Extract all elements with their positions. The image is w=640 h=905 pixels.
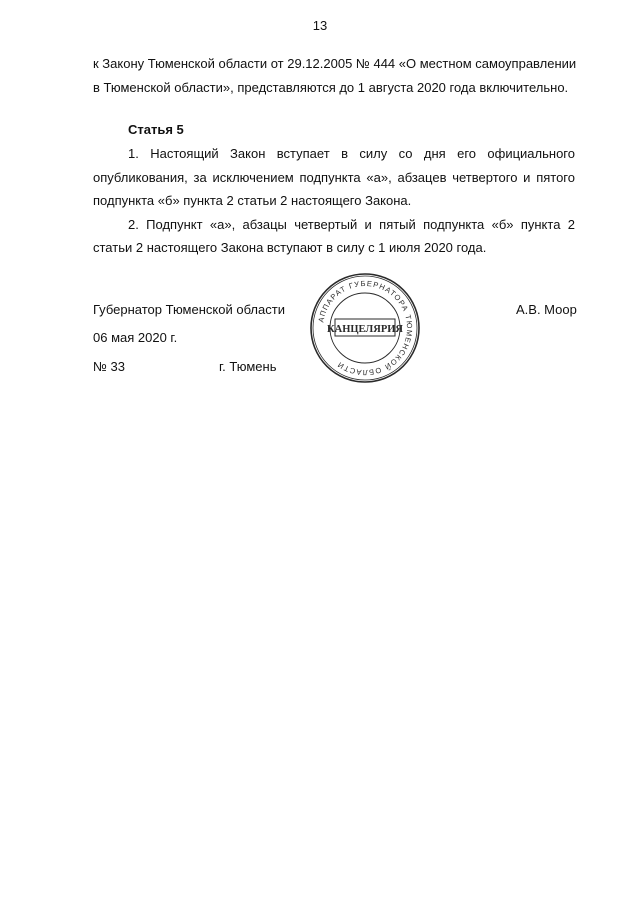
seal-ring-text: АППАРАТ ГУБЕРНАТОРА ТЮМЕНСКОЙ ОБЛАСТИ — [316, 278, 415, 378]
document-number: № 33 — [93, 359, 126, 374]
paragraph-1-line-3: подпункта «б» пункта 2 статьи 2 настоящего Закона. — [93, 193, 412, 208]
paragraph-1-line-2: опубликования, за исключением подпункта «а», абзацев четвертого и пятого — [93, 170, 575, 185]
official-seal-stamp — [309, 272, 421, 384]
signing-date: 06 мая 2020 г. — [93, 330, 178, 345]
article-title: Статья 5 — [128, 122, 184, 137]
page-number: 13 — [312, 18, 328, 33]
intro-line-1: к Закону Тюменской области от 29.12.2005 № 444 «О местном самоуправлении — [93, 56, 577, 71]
paragraph-1-line-1: 1. Настоящий Закон вступает в силу со дня его официального — [128, 146, 575, 161]
intro-line-2: в Тюменской области», представляются до 1 августа 2020 года включительно. — [93, 80, 569, 95]
paragraph-2-line-2: статьи 2 настоящего Закона вступают в силу с 1 июля 2020 года. — [93, 240, 487, 255]
signing-city: г. Тюмень — [219, 359, 277, 374]
seal-center-text: КАНЦЕЛЯРИЯ — [327, 324, 403, 335]
signatory-position: Губернатор Тюменской области — [93, 302, 285, 317]
paragraph-2-line-1: 2. Подпункт «а», абзацы четвертый и пятый подпункта «б» пункта 2 — [128, 217, 575, 232]
signatory-name: А.В. Моор — [516, 302, 577, 317]
